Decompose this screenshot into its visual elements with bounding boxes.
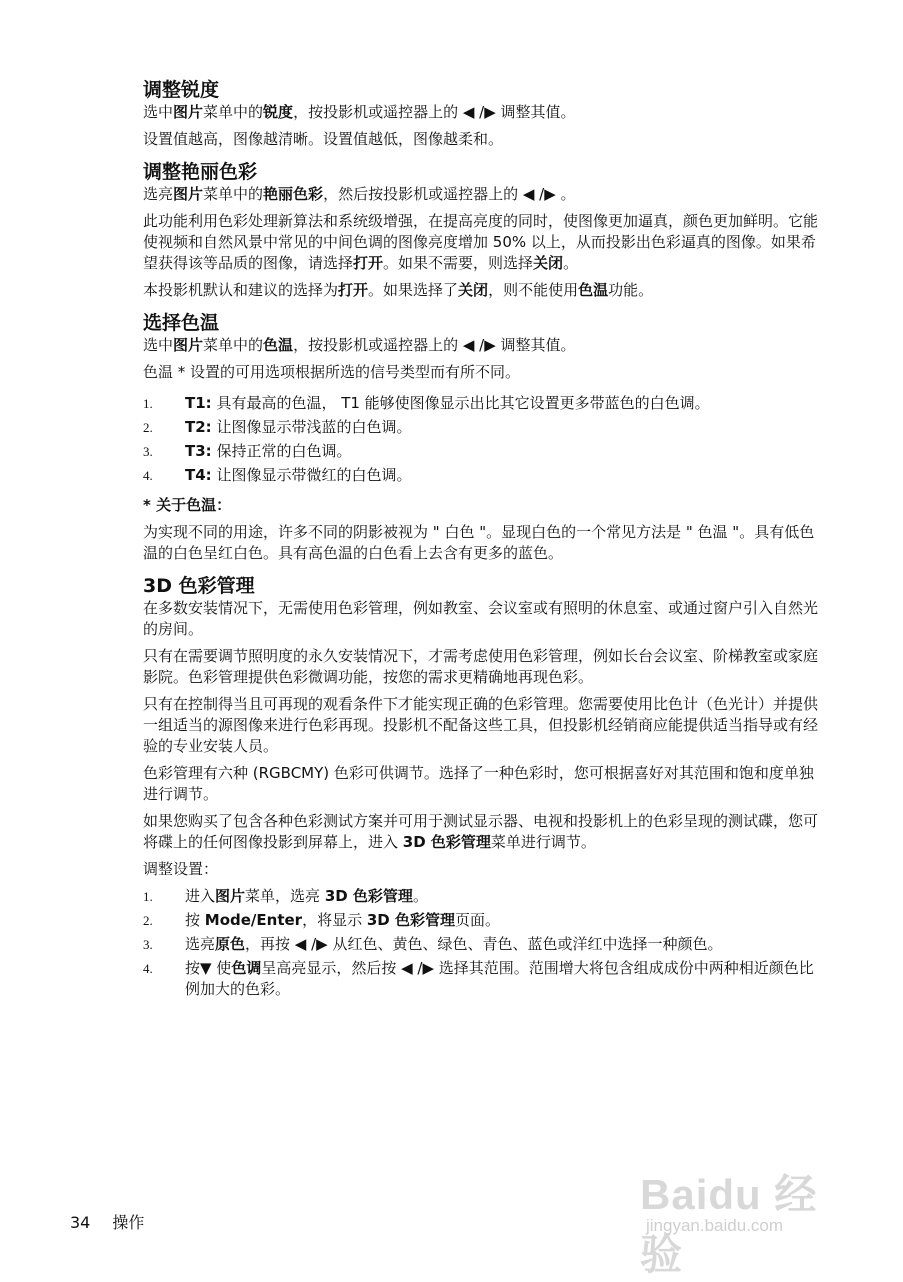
watermark-logo: Baidu 经验 [640,1171,818,1278]
about-color-temp-text: 为实现不同的用途，许多不同的阴影被视为 " 白色 "。显现白色的一个常见方法是 " 色温 "。具有低色温的白色呈红白色。具有高色温的白色看上去含有更多的蓝色。 [143,523,815,562]
list-item: 4. 按▼ 使色调呈高亮显示，然后按 ◀ /▶ 选择其范围。范围增大将包含组成成份中两种相近颜色比例加大的色彩。 [143,959,814,998]
list-item: 1. 进入图片菜单，选亮 3D 色彩管理。 [143,887,428,905]
section-title-sharpness: 调整锐度 [143,79,220,101]
brilliant-color-instruction: 选亮图片菜单中的艳丽色彩，然后按投影机或遥控器上的 ◀ /▶ 。 [143,185,576,203]
section-title-color-temperature: 选择色温 [143,312,220,334]
page-footer [70,1210,144,1233]
cm-paragraph-5: 如果您购买了包含各种色彩测试方案并可用于测试显示器、电视和投影机上的色彩呈现的测试碟，您可将碟上的任何图像投影到屏幕上，进入 3D 色彩管理菜单进行调节。 [143,812,819,851]
about-color-temp-heading: * 关于色温： [143,496,232,514]
cm-paragraph-3: 只有在控制得当且可再现的观看条件下才能实现正确的色彩管理。您需要使用比色计（色光计）并提供一组适当的源图像来进行色彩再现。投影机不配备这些工具，但投影机经销商应能提供适当指导或有经验的专业安装人员。 [143,695,819,755]
manual-page [143,78,823,1003]
list-item: 3. 选亮原色，再按 ◀ /▶ 从红色、黄色、绿色、青色、蓝色或洋红中选择一种颜色。 [143,935,723,953]
sharpness-description: 设置值越高，图像越清晰。设置值越低，图像越柔和。 [143,130,504,148]
list-item: 2. T2: 让图像显示带浅蓝的白色调。 [143,418,412,436]
brilliant-color-description: 此功能利用色彩处理新算法和系统级增强，在提高亮度的同时，使图像更加逼真，颜色更加鲜明。它能使视频和自然风景中常见的中间色调的图像亮度增加 50% 以上，从而投影出色彩逼真的图像。如果希望获得该等品质的图像，请选择打开。如果不需要，则选择关闭。 [143,212,819,272]
baidu-watermark [640,1162,850,1278]
section-title-3d-color-management: 3D 色彩管理 [143,575,255,597]
footer-label: 操作 [112,1213,145,1232]
list-item: 3. T3: 保持正常的白色调。 [143,442,352,460]
cm-steps-list [143,886,823,1000]
cm-adjust-heading: 调整设置： [143,860,219,878]
cm-paragraph-4: 色彩管理有六种 (RGBCMY) 色彩可供调节。选择了一种色彩时，您可根据喜好对其范围和饱和度单独进行调节。 [143,764,814,803]
cm-paragraph-2: 只有在需要调节照明度的永久安装情况下，才需考虑使用色彩管理，例如长台会议室、阶梯教室或家庭影院。色彩管理提供色彩微调功能，按您的需求更精确地再现色彩。 [143,647,819,686]
watermark-url: jingyan.baidu.com [646,1216,784,1235]
section-title-brilliant-color: 调整艳丽色彩 [143,161,258,183]
cm-paragraph-1: 在多数安装情况下，无需使用色彩管理，例如教室、会议室或有照明的休息室、或通过窗户引入自然光的房间。 [143,599,819,638]
list-item: 2. 按 Mode/Enter，将显示 3D 色彩管理页面。 [143,911,500,929]
list-item: 1. T1: 具有最高的色温， T1 能够使图像显示出比其它设置更多带蓝色的白色调。 [143,394,710,412]
page-number: 34 [70,1213,91,1232]
color-temp-instruction: 选中图片菜单中的色温，按投影机或遥控器上的 ◀ /▶ 调整其值。 [143,336,576,354]
color-temp-list [143,393,823,486]
color-temp-note: 色温 * 设置的可用选项根据所选的信号类型而有所不同。 [143,363,521,381]
brilliant-color-default: 本投影机默认和建议的选择为打开。如果选择了关闭，则不能使用色温功能。 [143,281,654,299]
list-item: 4. T4: 让图像显示带微红的白色调。 [143,466,412,484]
sharpness-instruction: 选中图片菜单中的锐度，按投影机或遥控器上的 ◀ /▶ 调整其值。 [143,103,576,121]
